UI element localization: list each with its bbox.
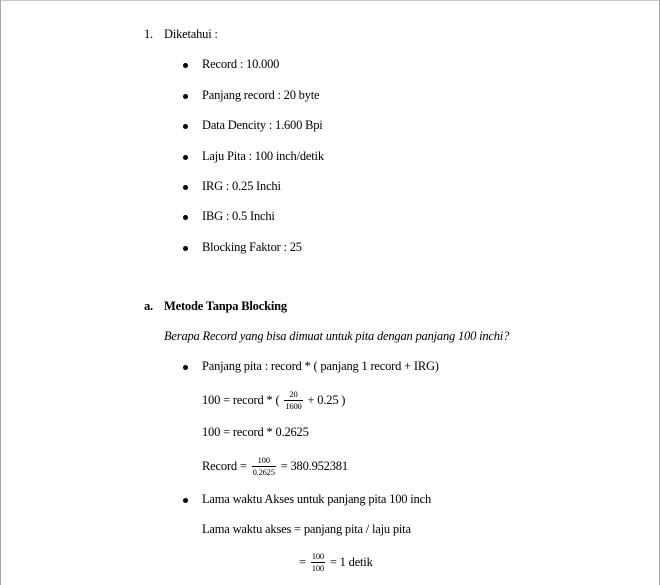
equation-4: Lama waktu akses = panjang pita / laju pita (202, 522, 411, 536)
section-letter: a. (144, 299, 153, 313)
equation-suffix: = 1 detik (329, 555, 373, 570)
fraction-denominator: 0.2625 (252, 466, 275, 477)
bullet-text-lama-waktu: Lama waktu Akses untuk panjang pita 100 inch (202, 492, 431, 506)
equation-3 (202, 453, 348, 478)
fraction (252, 456, 276, 477)
bullet-icon (183, 124, 188, 129)
bullet-icon (183, 155, 188, 160)
list-item: Panjang record : 20 byte (202, 88, 320, 102)
bullet-icon (183, 185, 188, 190)
list-item: IBG : 0.5 Inchi (202, 209, 275, 223)
list-item: IRG : 0.25 Inchi (202, 179, 281, 193)
equation-prefix: 100 = record * ( (202, 393, 280, 408)
section-heading-metode: Metode Tanpa Blocking (164, 299, 287, 313)
list-item: Record : 10.000 (202, 57, 280, 71)
bullet-text-panjang-pita: Panjang pita : record * ( panjang 1 record + IRG) (202, 359, 439, 373)
bullet-icon (183, 498, 188, 503)
fraction (284, 390, 302, 411)
equation-1 (202, 387, 345, 412)
fraction-numerator: 100 (311, 550, 324, 561)
bullet-icon (183, 215, 188, 220)
bullet-icon (183, 94, 188, 99)
equation-5 (299, 549, 373, 574)
section-heading-diketahui: Diketahui : (164, 27, 218, 41)
fraction-numerator: 100 (252, 456, 276, 467)
list-item: Laju Pita : 100 inch/detik (202, 149, 324, 163)
equation-prefix: = (299, 555, 306, 570)
equation-suffix: = 380.952381 (280, 459, 348, 474)
bullet-icon (183, 246, 188, 251)
fraction (311, 552, 325, 573)
equation-suffix: + 0.25 ) (307, 393, 346, 408)
bullet-icon (183, 365, 188, 370)
list-number: 1. (144, 27, 153, 41)
bullet-icon (183, 63, 188, 68)
question-text: Berapa Record yang bisa dimuat untuk pita dengan panjang 100 inchi? (164, 329, 510, 343)
equation-prefix: Record = (202, 459, 247, 474)
fraction-denominator: 100 (311, 562, 324, 573)
list-item: Data Dencity : 1.600 Bpi (202, 118, 323, 132)
fraction-denominator: 1600 (285, 400, 302, 411)
fraction-numerator: 20 (284, 390, 302, 401)
list-item: Blocking Faktor : 25 (202, 240, 302, 254)
equation-2: 100 = record * 0.2625 (202, 425, 309, 439)
